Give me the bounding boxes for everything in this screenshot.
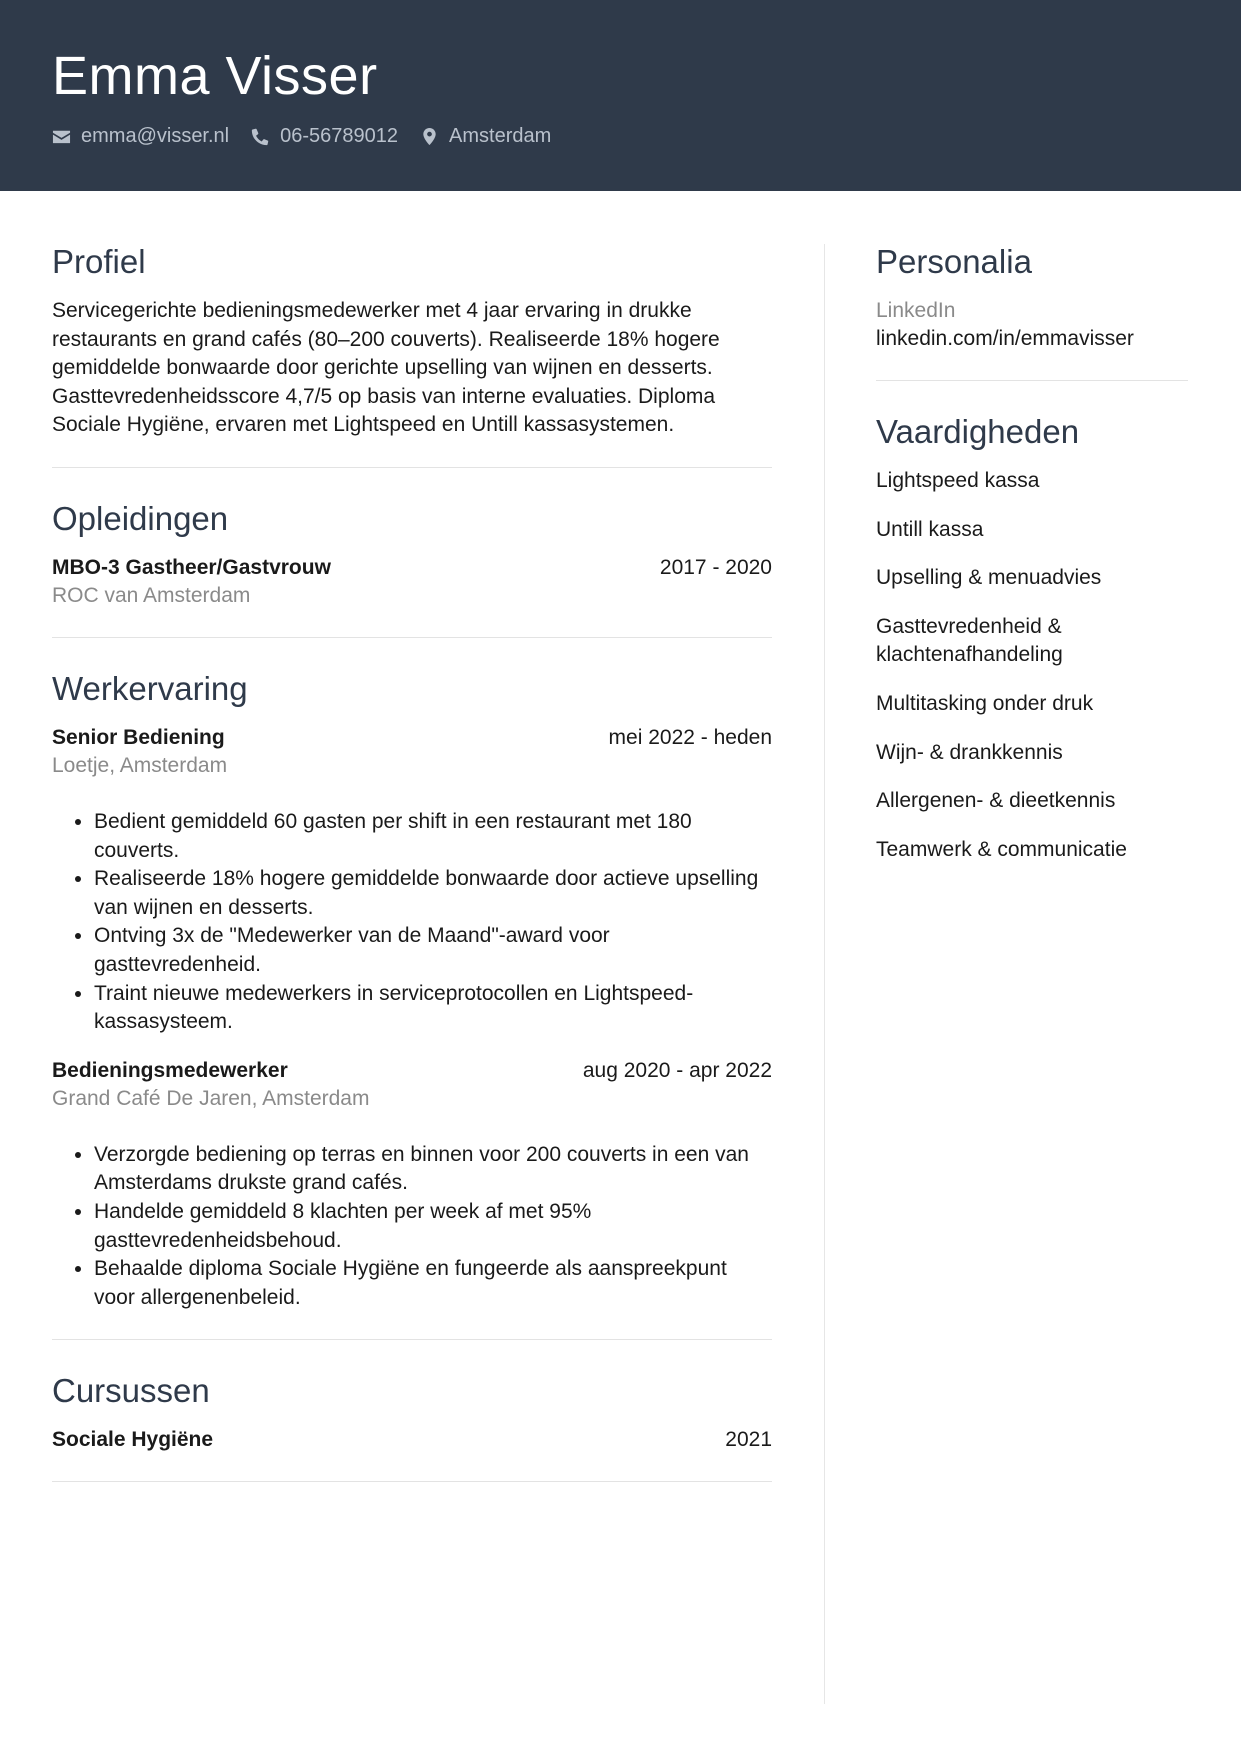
- map-pin-icon: [420, 127, 439, 146]
- section-divider: [52, 1339, 772, 1340]
- contact-bar: [52, 122, 573, 150]
- bullet-item: • Ontving 3x de "Medewerker van de Maand"-award voor gasttevredenheid.: [94, 922, 772, 979]
- bullet-item: • Verzorgde bediening op terras en binnen voor 200 couverts in een van Amsterdams drukste grand cafés.: [94, 1141, 772, 1198]
- job-company: Grand Café De Jaren, Amsterdam: [52, 1086, 370, 1110]
- job-entry: [52, 1057, 772, 1313]
- job-bullets: [52, 1141, 772, 1313]
- job-company: Loetje, Amsterdam: [52, 753, 228, 777]
- courses-title: Cursussen: [52, 1372, 210, 1410]
- skill-item: Lightspeed kassa: [876, 469, 1040, 492]
- education-section: [52, 498, 772, 610]
- courses-section: [52, 1370, 772, 1454]
- section-divider: [876, 380, 1188, 381]
- job-entry: [52, 724, 772, 1037]
- skills-section: [876, 411, 1188, 864]
- section-divider: [52, 467, 772, 468]
- skill-item: Upselling & menuadvies: [876, 566, 1102, 590]
- linkedin-link[interactable]: linkedin.com/in/emmavisser: [876, 327, 1134, 350]
- education-title: Opleidingen: [52, 499, 229, 537]
- bullet-item: • Handelde gemiddeld 8 klachten per week af met 95% gasttevredenheidsbehoud.: [94, 1198, 772, 1255]
- bullet-item: • Realiseerde 18% hogere gemiddelde bonwaarde door actieve upselling van wijnen en desserts.: [94, 865, 772, 922]
- bullet-item: • Bedient gemiddeld 60 gasten per shift in een restaurant met 180 couverts.: [94, 808, 772, 865]
- skills-list: [876, 467, 1188, 864]
- personal-section: [876, 241, 1188, 353]
- skill-item: Teamwerk & communicatie: [876, 837, 1127, 861]
- skill-item: Allergenen- & dieetkennis: [876, 789, 1116, 813]
- header-banner: [0, 0, 1241, 191]
- job-dates: mei 2022 - heden: [608, 725, 772, 749]
- course-name: Sociale Hygiëne: [52, 1428, 214, 1452]
- email-text: emma@visser.nl: [81, 124, 230, 147]
- location-text: Amsterdam: [449, 124, 552, 147]
- section-divider: [52, 1481, 772, 1482]
- sidebar-column: [876, 241, 1188, 884]
- column-divider: [824, 244, 825, 1704]
- degree-title: MBO-3 Gastheer/Gastvrouw: [52, 555, 331, 579]
- profile-section: [52, 241, 772, 440]
- skill-item: Multitasking onder druk: [876, 691, 1094, 715]
- education-dates: 2017 - 2020: [659, 555, 772, 579]
- skill-item: Wijn- & drankkennis: [876, 740, 1063, 764]
- education-item: [52, 554, 772, 610]
- phone-text: 06-56789012: [280, 124, 399, 147]
- profile-text: Servicegerichte bedieningsmedewerker met 4 jaar ervaring in drukke restaurants en grand cafés (80–200 couverts). Realiseerde 18% hogere gemiddelde bonwaarde door gerichte upselling van wijnen en desserts. Gasttevredenheidsscore 4,7/5 op basis van interne evaluaties. Diploma Sociale Hygiëne, ervaren met Lightspeed en Untill kassasystemen.: [52, 299, 720, 437]
- main-column: [52, 241, 772, 1512]
- job-bullets: [52, 808, 772, 1037]
- course-year: 2021: [725, 1428, 772, 1452]
- envelope-icon: [52, 127, 71, 146]
- course-item: [52, 1426, 772, 1454]
- job-role: Senior Bediening: [52, 725, 225, 749]
- experience-section: [52, 668, 772, 1312]
- personal-title: Personalia: [876, 243, 1032, 280]
- contact-location: [420, 125, 551, 148]
- profile-title: Profiel: [52, 243, 146, 280]
- job-role: Bedieningsmedewerker: [52, 1058, 288, 1082]
- job-dates: aug 2020 - apr 2022: [582, 1058, 772, 1082]
- skills-title: Vaardigheden: [876, 413, 1080, 450]
- experience-title: Werkervaring: [52, 669, 248, 707]
- skill-item: Untill kassa: [876, 517, 984, 541]
- bullet-item: • Behaalde diploma Sociale Hygiëne en fungeerde als aanspreekpunt voor allergenenbeleid.: [94, 1255, 772, 1312]
- bullet-item: • Traint nieuwe medewerkers in serviceprotocollen en Lightspeed-kassasysteem.: [94, 980, 772, 1037]
- contact-phone[interactable]: [251, 125, 398, 148]
- contact-email[interactable]: [52, 125, 229, 148]
- phone-icon: [251, 127, 270, 146]
- section-divider: [52, 637, 772, 638]
- linkedin-label: LinkedIn: [876, 299, 956, 322]
- candidate-name: Emma Visser: [52, 46, 378, 106]
- skill-item: Gasttevredenheid & klachtenafhandeling: [876, 614, 1063, 667]
- school-name: ROC van Amsterdam: [52, 583, 251, 607]
